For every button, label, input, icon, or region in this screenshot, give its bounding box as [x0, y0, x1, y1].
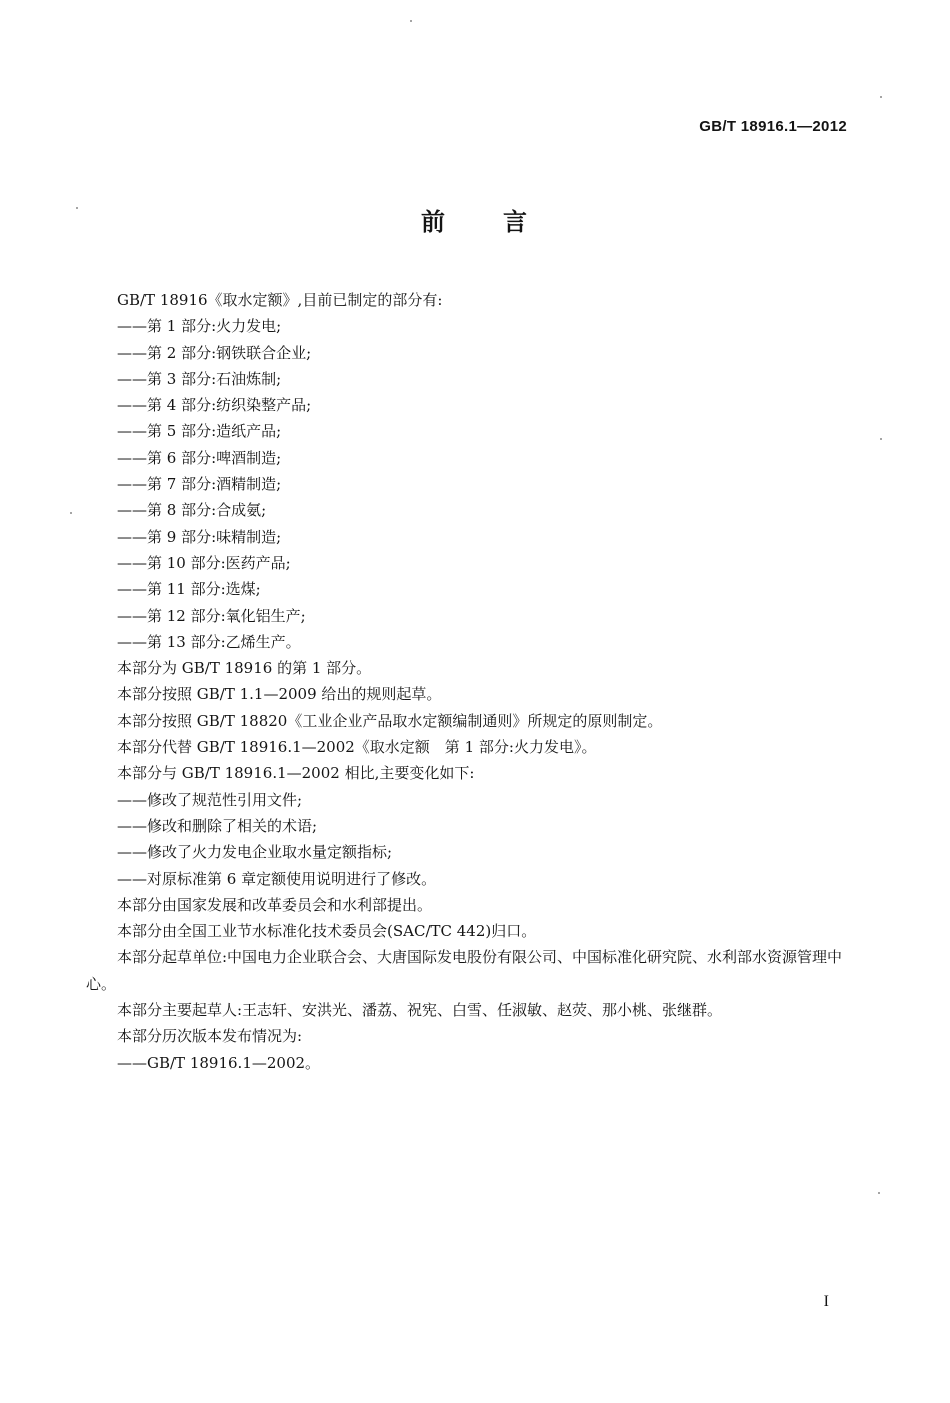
part-list-item: ——第 6 部分:啤酒制造; — [117, 448, 282, 467]
drafting-units-paragraph: 本部分起草单位:中国电力企业联合会、大唐国际发电股份有限公司、中国标准化研究院、水利部水资源管理中心。 — [86, 948, 843, 993]
scan-speck — [76, 207, 78, 209]
part-list-item: ——第 5 部分:造纸产品; — [117, 422, 282, 441]
title-char-2: 言 — [503, 208, 529, 236]
statement-paragraph: 本部分按照 GB/T 18820《工业企业产品取水定额编制通则》所规定的原则制定。 — [117, 711, 663, 730]
title-char-1: 前 — [421, 208, 447, 236]
part-list-item: ——第 7 部分:酒精制造; — [117, 475, 282, 494]
part-list-item: ——第 2 部分:钢铁联合企业; — [117, 343, 312, 362]
change-list-item: ——修改了火力发电企业取水量定额指标; — [117, 843, 393, 862]
part-list-item: ——第 1 部分:火力发电; — [117, 317, 282, 336]
proposed-by-paragraph: 本部分由国家发展和改革委员会和水利部提出。 — [117, 895, 433, 914]
intro-paragraph: GB/T 18916《取水定额》,目前已制定的部分有: — [117, 291, 443, 309]
part-list-item: ——第 4 部分:纺织染整产品; — [117, 396, 312, 415]
scan-speck — [880, 438, 882, 440]
part-list-item: ——第 10 部分:医药产品; — [117, 553, 291, 572]
scan-speck — [880, 96, 882, 98]
scan-speck — [70, 512, 72, 514]
statement-paragraph: 本部分代替 GB/T 18916.1—2002《取水定额 第 1 部分:火力发电》。 — [117, 738, 597, 757]
part-list-item: ——第 13 部分:乙烯生产。 — [117, 632, 301, 651]
page-number: I — [823, 1293, 829, 1310]
drafters-paragraph: 本部分主要起草人:王志轩、安洪光、潘荔、祝宪、白雪、任淑敏、赵荧、那小桃、张继群。 — [117, 1001, 723, 1020]
statement-paragraph: 本部分与 GB/T 18916.1—2002 相比,主要变化如下: — [117, 764, 475, 783]
change-list-item: ——对原标准第 6 章定额使用说明进行了修改。 — [117, 869, 437, 888]
page-title — [0, 202, 950, 237]
part-list-item: ——第 11 部分:选煤; — [117, 580, 261, 599]
history-intro-paragraph: 本部分历次版本发布情况为: — [117, 1027, 303, 1046]
foreword-body — [86, 287, 858, 1076]
statement-paragraph: 本部分为 GB/T 18916 的第 1 部分。 — [117, 659, 372, 678]
part-list-item: ——第 12 部分:氧化铝生产; — [117, 606, 306, 625]
change-list-item: ——修改和删除了相关的术语; — [117, 816, 318, 835]
part-list-item: ——第 3 部分:石油炼制; — [117, 369, 282, 388]
scan-speck — [878, 1192, 880, 1194]
part-list-item: ——第 9 部分:味精制造; — [117, 527, 282, 546]
scan-speck — [410, 20, 412, 22]
part-list-item: ——第 8 部分:合成氨; — [117, 501, 267, 520]
history-list-item: ——GB/T 18916.1—2002。 — [117, 1053, 321, 1072]
standard-number: GB/T 18916.1—2012 — [699, 118, 847, 135]
change-list-item: ——修改了规范性引用文件; — [117, 790, 303, 809]
statement-paragraph: 本部分按照 GB/T 1.1—2009 给出的规则起草。 — [117, 685, 442, 704]
managed-by-paragraph: 本部分由全国工业节水标准化技术委员会(SAC/TC 442)归口。 — [117, 922, 537, 941]
